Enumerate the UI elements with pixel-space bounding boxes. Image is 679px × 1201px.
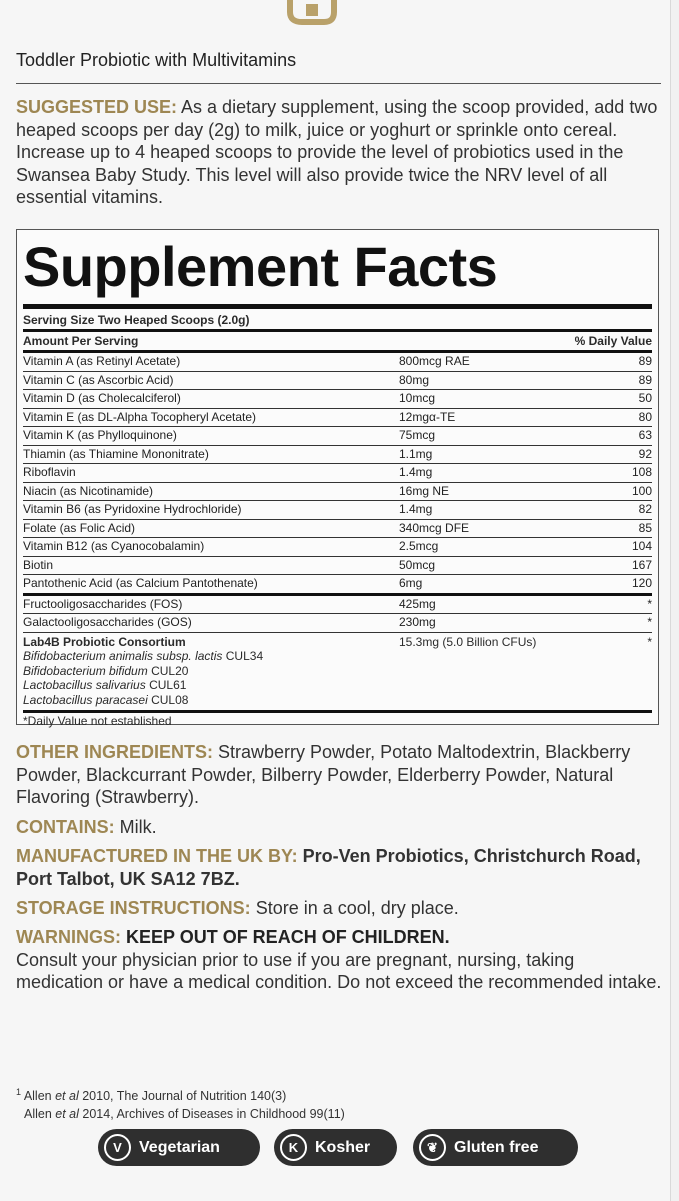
strain-item <box>23 664 399 679</box>
manufactured-label: MANUFACTURED IN THE UK BY: <box>16 846 298 866</box>
warnings-text: Consult your physician prior to use if you are pregnant, nursing, taking medication or have a medical condition. Do not exceed the recommended intake. <box>16 949 662 992</box>
nutrient-name: Riboflavin <box>23 465 76 479</box>
reference-etal: et al <box>55 1089 79 1104</box>
kosher-icon: K <box>280 1134 307 1161</box>
ingredient-dv: * <box>647 615 652 629</box>
badge-kosher <box>274 1129 397 1166</box>
reference-item <box>16 1105 345 1123</box>
ingredient-amount: 425mg <box>399 596 436 611</box>
reference-etal: et al <box>55 1107 79 1122</box>
nutrient-row <box>23 575 652 593</box>
nutrient-name: Biotin <box>23 557 54 572</box>
strain-species: Bifidobacterium animalis subsp. lactis <box>23 649 223 663</box>
nutrient-amount: 1.4mg <box>399 465 433 479</box>
nutrient-row <box>23 501 652 519</box>
nutrient-name: Vitamin K (as Phylloquinone) <box>23 428 177 442</box>
nutrient-name: Pantothenic Acid (as Calcium Pantothenate) <box>23 576 258 590</box>
reference-source: 2010, The Journal of Nutrition 140(3) <box>78 1089 287 1104</box>
references <box>16 1083 345 1123</box>
nutrient-amount: 12mgα-TE <box>399 409 456 424</box>
nutrient-name: Thiamin (as Thiamine Mononitrate) <box>23 446 209 461</box>
title-divider <box>16 83 661 84</box>
badge-gluten-free <box>413 1129 578 1166</box>
nutrient-dv: 100 <box>631 483 652 498</box>
nutrient-amount: 1.1mg <box>399 446 433 461</box>
suggested-use-text: As a dietary supplement, using the scoop provided, add two heaped scoops per day (2g) to milk, juice or yoghurt or sprinkle onto cereal. Increase up to 4 heaped scoops to provide the level of probiotics used in the Swansea Baby Study. This level will also provide twice the NRV level of all essential vitamins. <box>16 97 658 207</box>
amount-header: Amount Per Serving <box>23 334 139 348</box>
ingredient-row <box>23 596 652 614</box>
product-title: Toddler Probiotic with Multivitamins <box>16 50 297 70</box>
ingredient-amount: 230mg <box>399 615 436 629</box>
strain-item <box>23 678 399 693</box>
nutrient-amount: 2.5mcg <box>399 539 439 553</box>
warnings-emphasis: KEEP OUT OF REACH OF CHILDREN. <box>121 927 450 947</box>
nutrient-dv: 89 <box>638 372 652 387</box>
strain-code: CUL08 <box>151 692 189 707</box>
nutrient-dv: 80 <box>638 409 652 424</box>
badge-label: Vegetarian <box>139 1138 220 1156</box>
warnings <box>16 926 666 994</box>
reference-source: 2014, Archives of Diseases in Childhood 99(11) <box>78 1107 345 1122</box>
nutrient-dv: 104 <box>631 539 652 553</box>
nutrient-dv: 89 <box>638 354 652 368</box>
nutrient-row <box>23 353 652 371</box>
dv-header: % Daily Value <box>574 334 652 348</box>
nutrient-dv: 92 <box>638 446 652 461</box>
contains-text: Milk. <box>114 817 157 837</box>
consortium-row <box>23 633 652 708</box>
consortium-name: Lab4B Probiotic Consortium <box>23 634 186 649</box>
nutrient-name: Vitamin B6 (as Pyridoxine Hydrochloride) <box>23 502 242 516</box>
ingredient-name: Galactooligosaccharides (GOS) <box>23 615 192 629</box>
ingredient-dv: * <box>647 596 652 611</box>
nutrient-row <box>23 557 652 575</box>
nutrient-amount: 6mg <box>399 576 423 590</box>
other-ingredients-text: Strawberry Powder, Potato Maltodextrin, Blackberry Powder, Blackcurrant Powder, Bilberry Powder, Elderberry Powder, Natural Flavoring (Strawberry). <box>16 742 631 807</box>
storage-text: Store in a cool, dry place. <box>250 898 459 918</box>
nutrient-name: Vitamin A (as Retinyl Acetate) <box>23 354 181 368</box>
nutrient-amount: 800mcg RAE <box>399 354 470 368</box>
nutrient-row <box>23 538 652 556</box>
reference-marker: 1 <box>16 1087 22 1097</box>
facts-header <box>23 332 652 350</box>
nutrient-row <box>23 464 652 482</box>
nutrient-name: Vitamin B12 (as Cyanocobalamin) <box>23 539 205 553</box>
nutrient-dv: 85 <box>638 520 652 535</box>
nutrient-dv: 50 <box>638 391 652 405</box>
nutrient-name: Vitamin C (as Ascorbic Acid) <box>23 372 174 387</box>
badge-label: Gluten free <box>454 1138 539 1156</box>
vitamin-rows <box>23 353 652 593</box>
warnings-label: WARNINGS: <box>16 927 121 947</box>
consortium-dv: * <box>647 634 652 649</box>
nutrient-name: Niacin (as Nicotinamide) <box>23 483 154 498</box>
nutrient-amount: 16mg NE <box>399 483 450 498</box>
nutrient-dv: 108 <box>631 465 652 479</box>
nutrient-amount: 50mcg <box>399 557 436 572</box>
strain-species: Lactobacillus salivarius <box>23 678 146 692</box>
nutrient-row <box>23 446 652 464</box>
nutrient-row <box>23 520 652 538</box>
nutrient-amount: 1.4mg <box>399 502 433 516</box>
storage <box>16 897 666 920</box>
nutrient-row <box>23 372 652 390</box>
strain-list <box>23 649 399 707</box>
strain-code: CUL20 <box>151 663 189 678</box>
nutrient-name: Vitamin E (as DL-Alpha Tocopheryl Acetate) <box>23 409 257 424</box>
vegetarian-icon: V <box>104 1134 131 1161</box>
nutrient-row <box>23 390 652 408</box>
reference-author: Allen <box>23 1089 56 1104</box>
badge-vegetarian <box>98 1129 260 1166</box>
strain-code: CUL34 <box>225 649 264 663</box>
reference-author: Allen <box>24 1107 56 1122</box>
strain-species: Lactobacillus paracasei <box>23 692 148 707</box>
badge-label: Kosher <box>315 1138 371 1156</box>
nutrient-name: Vitamin D (as Cholecalciferol) <box>23 391 181 405</box>
contains-label: CONTAINS: <box>16 817 115 837</box>
nutrient-amount: 80mg <box>399 372 430 387</box>
strain-item <box>23 649 399 664</box>
other-rows <box>23 596 652 633</box>
suggested-use-label: SUGGESTED USE: <box>16 97 178 117</box>
nutrient-dv: 63 <box>638 428 652 442</box>
contains <box>16 816 666 839</box>
nutrient-row <box>23 409 652 427</box>
facts-title: Supplement Facts <box>23 235 498 298</box>
nutrient-dv: 120 <box>631 576 652 590</box>
nutrient-amount: 10mcg <box>399 391 436 405</box>
suggested-use <box>16 96 666 209</box>
consortium-amount: 15.3mg (5.0 Billion CFUs) <box>399 634 537 649</box>
other-ingredients <box>16 741 666 809</box>
facts-thick-rule <box>23 304 652 309</box>
nutrient-row <box>23 483 652 501</box>
reference-item <box>16 1083 345 1105</box>
storage-label: STORAGE INSTRUCTIONS: <box>16 898 251 918</box>
strain-item <box>23 693 399 708</box>
strain-code: CUL61 <box>149 678 187 692</box>
manufacturer <box>16 845 666 890</box>
nutrient-row <box>23 427 652 445</box>
brand-logo <box>284 0 340 26</box>
ingredient-row <box>23 614 652 632</box>
nutrient-dv: 82 <box>638 502 652 516</box>
supplement-facts-panel <box>16 229 659 728</box>
serving-size: Serving Size Two Heaped Scoops (2.0g) <box>23 313 250 327</box>
facts-footnote: *Daily Value not established <box>23 714 172 728</box>
nutrient-amount: 75mcg <box>399 428 436 442</box>
nutrient-amount: 340mcg DFE <box>399 520 470 535</box>
nutrient-name: Folate (as Folic Acid) <box>23 520 136 535</box>
other-ingredients-label: OTHER INGREDIENTS: <box>16 742 214 762</box>
strain-species: Bifidobacterium bifidum <box>23 663 148 678</box>
nutrient-dv: 167 <box>631 557 652 572</box>
manufactured-text: Pro-Ven Probiotics, Christchurch Road, Port Talbot, UK SA12 7BZ. <box>16 846 641 889</box>
ingredient-name: Fructooligosaccharides (FOS) <box>23 596 183 611</box>
gluten-free-icon: ❦ <box>419 1134 446 1161</box>
